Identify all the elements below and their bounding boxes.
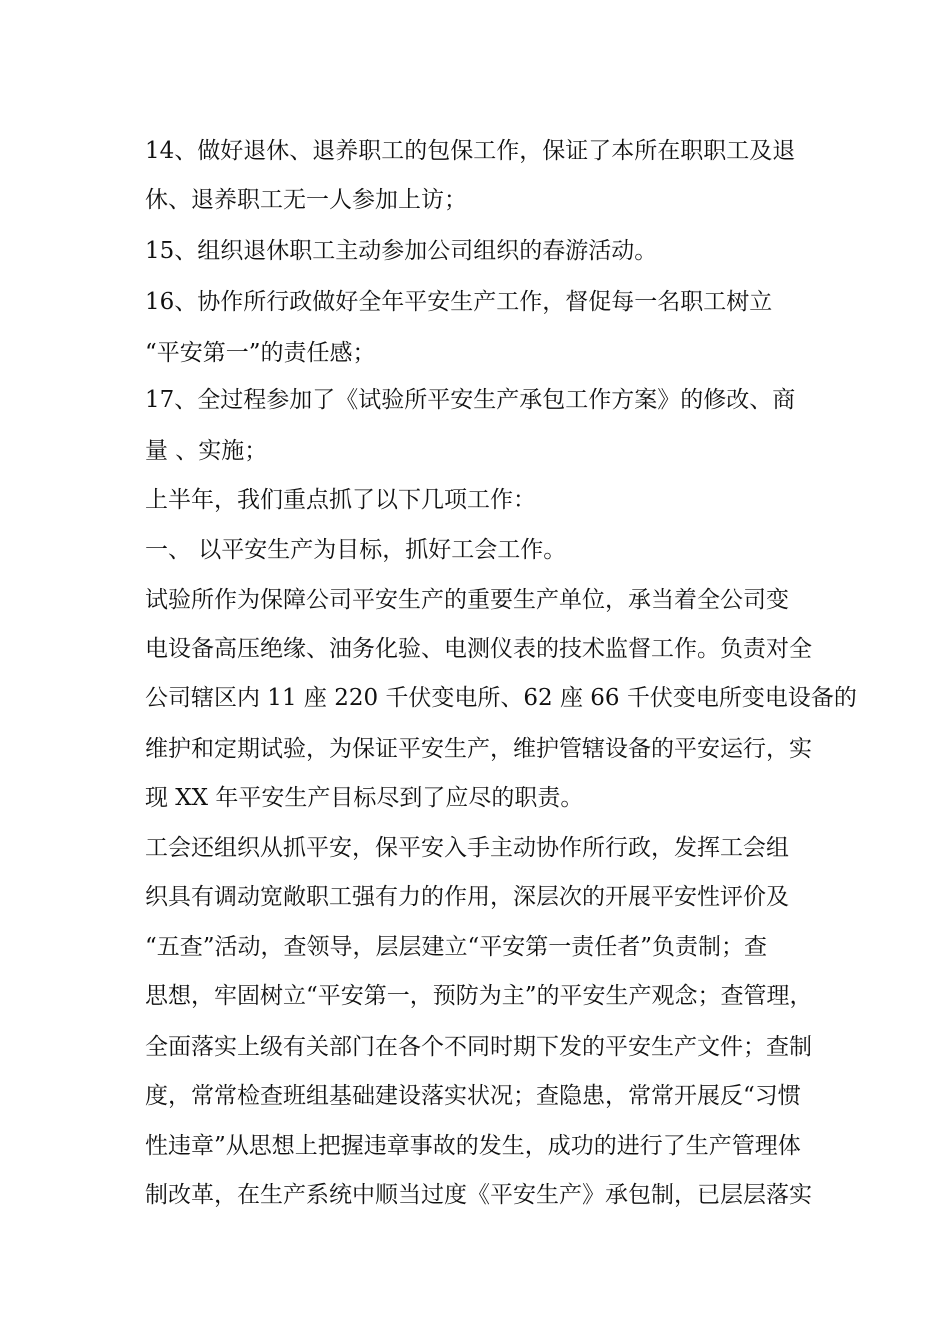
text-line: “平安第一”的责任感；: [145, 340, 376, 366]
text-line: 上半年，我们重点抓了以下几项工作：: [145, 487, 536, 513]
text-line: 织具有调动宽敞职工强有力的作用，深层次的开展平安性评价及: [145, 884, 789, 910]
text-line: 工会还组织从抓平安，保平安入手主动协作所行政，发挥工会组: [145, 835, 789, 861]
text-line: 17、全过程参加了《试验所平安生产承包工作方案》的修改、商: [145, 387, 796, 413]
text-line: 16、协作所行政做好全年平安生产工作，督促每一名职工树立: [145, 289, 773, 315]
text-line: “五查”活动，查领导，层层建立“平安第一责任者”负责制；查: [145, 934, 768, 960]
text-line: 维护和定期试验，为保证平安生产，维护管辖设备的平安运行，实: [145, 736, 812, 762]
text-line: 公司辖区内 11 座 220 千伏变电所、62 座 66 千伏变电所变电设备的: [145, 685, 857, 711]
text-line: 度，常常检查班组基础建设落实状况；查隐患，常常开展反“习惯: [145, 1083, 801, 1109]
text-line: 电设备高压绝缘、油务化验、电测仪表的技术监督工作。负责对全: [145, 636, 812, 662]
text-line: 试验所作为保障公司平安生产的重要生产单位，承当着全公司变: [145, 587, 789, 613]
text-line: 制改革，在生产系统中顺当过度《平安生产》承包制，已层层落实: [145, 1182, 812, 1208]
text-line: 14、做好退休、退养职工的包保工作，保证了本所在职职工及退: [145, 138, 796, 164]
text-line: 15、组织退休职工主动参加公司组织的春游活动。: [145, 238, 658, 264]
text-line: 休、退养职工无一人参加上访；: [145, 187, 467, 213]
text-line: 现 XX 年平安生产目标尽到了应尽的职责。: [145, 785, 584, 811]
text-line: 一、 以平安生产为目标，抓好工会工作。: [145, 537, 567, 563]
text-line: 性违章”从思想上把握违章事故的发生，成功的进行了生产管理体: [145, 1133, 801, 1159]
text-line: 全面落实上级有关部门在各个不同时期下发的平安生产文件；查制: [145, 1034, 812, 1060]
text-line: 思想，牢固树立“平安第一，预防为主”的平安生产观念；查管理，: [145, 983, 813, 1009]
text-line: 量 、实施；: [145, 438, 268, 464]
